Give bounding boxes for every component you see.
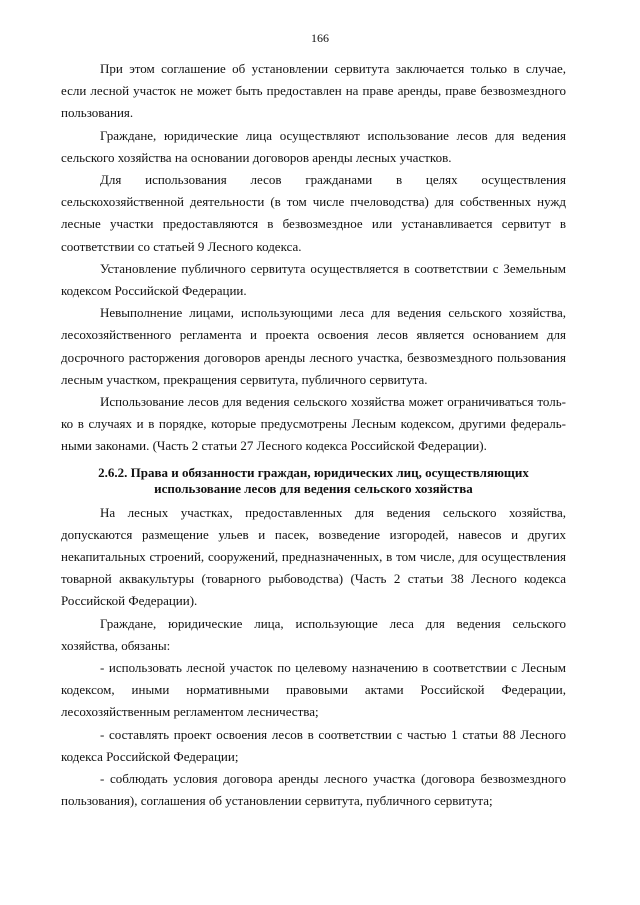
paragraph: Граждане, юридические лица, использующие леса для ведения сельского хозяйства, обязаны:: [61, 615, 566, 653]
section-heading-line-2: использование лесов для ведения сельского хозяйства: [154, 480, 473, 496]
paragraph: На лесных участках, предоставленных для ведения сельского хозяйства, допускаются размещение ульев и пасек, возведение изгородей, навесов и других некапитальных строений, сооружений, предназначенных, в том числе, для осуществления товарной аквакультуры (товарного рыбоводства) (Часть 2 статьи 38 Лесного кодекса Российской Федерации).: [61, 504, 566, 609]
list-item: - соблюдать условия договора аренды лесного участка (договора безвозмездного пользования), соглашения об установлении сервитута, публичного сервитута;: [61, 771, 566, 809]
section-heading: [61, 465, 566, 497]
paragraph: Для использования лесов гражданами в целях осуществления сельскохозяйственной деятельности (в том числе пчеловодства) для собственных нужд лесные участки предоставляются в безвозмездное или устанавливается сервитут в соответствии со статьей 9 Лесного кодекса.: [61, 172, 566, 254]
page-number: 166: [311, 31, 329, 45]
list-item: - использовать лесной участок по целевому назначению в соответствии с Лесным кодексом, иными нормативными правовыми актами Российской Федерации, лесохозяйственным регламентом лесничества;: [61, 660, 566, 720]
paragraph: Граждане, юридические лица осуществляют использование лесов для ведения сельского хозяйства на основании договоров аренды лесных участков.: [61, 127, 566, 165]
paragraph: Невыполнение лицами, использующими леса для ведения сельского хозяйства, лесохозяйственного регламента и проекта освоения лесов является основанием для досрочного расторжения договоров аренды лесного участка, безвозмездного пользования лесным участком, прекращения сервитута, публичного сервитута.: [61, 305, 566, 387]
list-item: - составлять проект освоения лесов в соответствии с частью 1 статьи 88 Лесного кодекса Российской Федерации;: [61, 726, 566, 764]
paragraph: Установление публичного сервитута осуществляется в соответствии с Земельным кодексом Российской Федерации.: [61, 260, 566, 299]
paragraph: Использование лесов для ведения сельского хозяйства может ограничиваться толь-ко в случаях и в порядке, которые предусмотрены Лесным кодексом, другими федераль-ными законами. (Часть 2 статьи 27 Лесного кодекса Российской Федерации).: [61, 394, 566, 454]
paragraph: При этом соглашение об установлении сервитута заключается только в случае, если лесной участок не может быть предоставлен на праве аренды, праве безвозмездного пользования.: [61, 61, 566, 121]
document-body: [61, 58, 566, 813]
section-heading-line-1: 2.6.2. Права и обязанности граждан, юридических лиц, осуществляющих: [98, 464, 529, 480]
